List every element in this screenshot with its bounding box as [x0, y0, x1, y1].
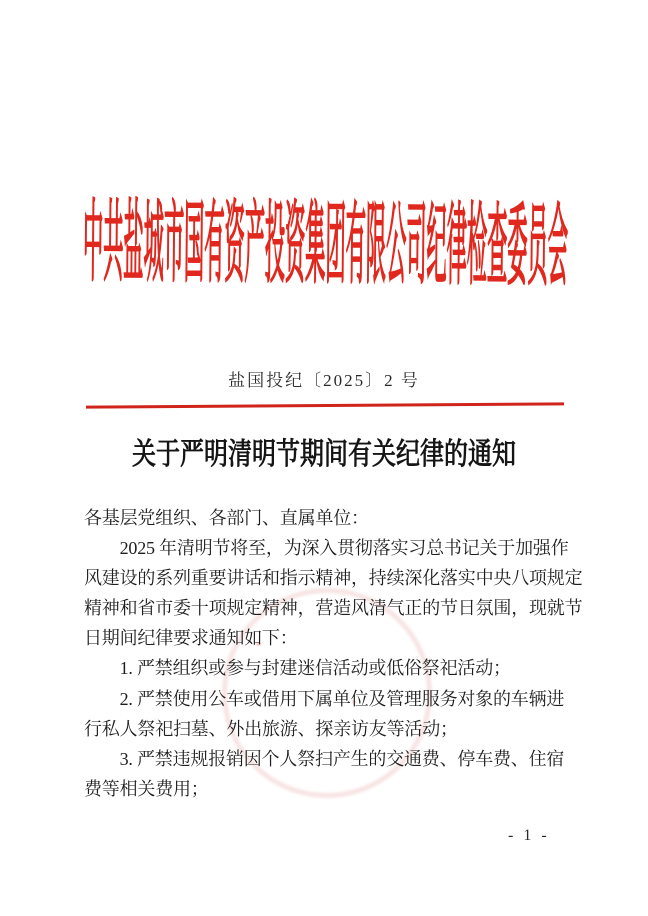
- rule-item-2-cont: 行私人祭祀扫墓、外出旅游、探亲访友等活动；: [84, 718, 458, 739]
- body-line: 精神和省市委十项规定精神，营造风清气正的节日氛围，现就节: [84, 598, 583, 619]
- red-letterhead: [82, 193, 569, 299]
- body-line: 日期间纪律要求通知如下：: [84, 628, 298, 649]
- salutation-line: 各基层党组织、各部门、直属单位：: [84, 508, 369, 528]
- rule-item-2: 2. 严禁使用公车或借用下属单位及管理服务对象的车辆进: [84, 688, 565, 709]
- red-divider-rule: [86, 402, 564, 408]
- rule-item-1: 1. 严禁组织或参与封建迷信活动或低俗祭祀活动；: [84, 658, 511, 679]
- notice-title: 关于严明清明节期间有关纪律的通知: [132, 438, 516, 471]
- body-line: 风建设的系列重要讲话和指示精神，持续深化落实中央八项规定: [84, 568, 583, 589]
- issuer-name: 中共盐城市国有资产投资集团有限公司纪律检查委员会: [82, 193, 569, 298]
- notice-body: [84, 503, 583, 804]
- rule-item-3: 3. 严禁违规报销因个人祭扫产生的交通费、停车费、住宿: [84, 748, 565, 769]
- page-number: - 1 -: [508, 827, 550, 844]
- rule-item-3-cont: 费等相关费用；: [84, 778, 209, 799]
- notice-title-row: [0, 438, 648, 472]
- document-number: 盐国投纪〔2025〕2 号: [228, 371, 420, 390]
- body-line: 2025 年清明节将至，为深入贯彻落实习总书记关于加强作: [84, 538, 569, 559]
